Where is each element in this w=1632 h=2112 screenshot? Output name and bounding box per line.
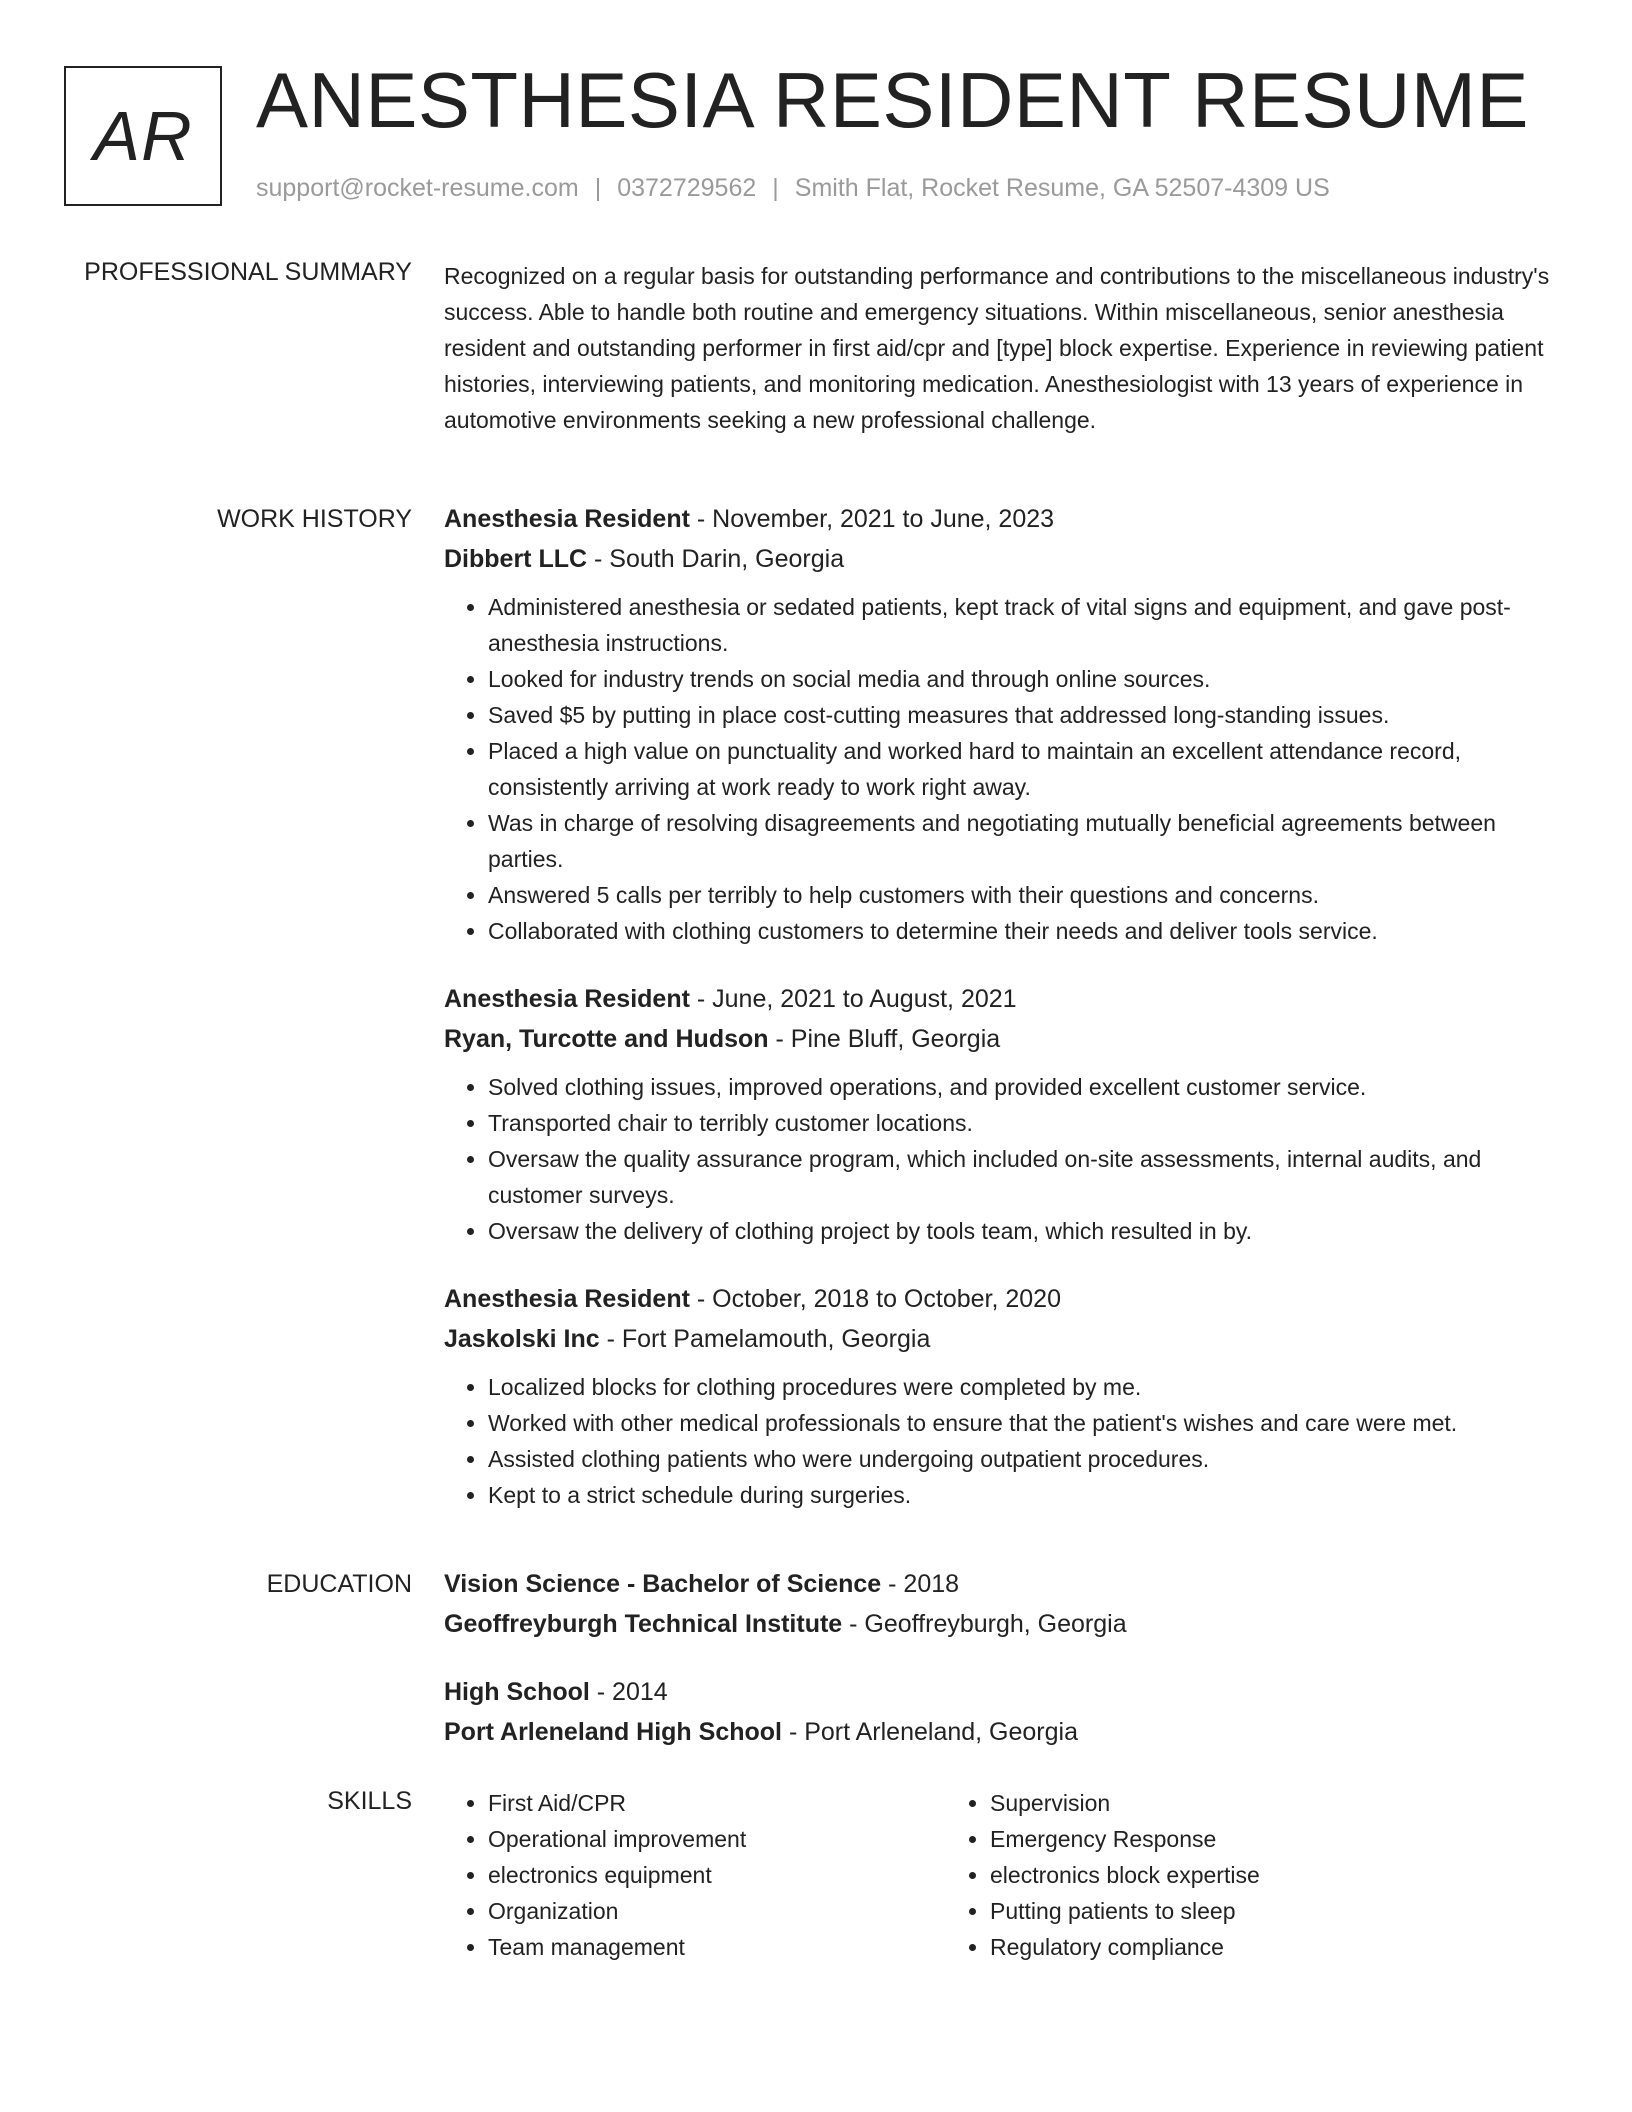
job-bullet: • Kept to a strict schedule during surgeries.	[488, 1477, 1558, 1513]
skill-item: • electronics equipment	[488, 1857, 946, 1893]
summary-text: Recognized on a regular basis for outstanding performance and contributions to the miscellaneous industry's success. Able to handle both routine and emergency situations. Within miscellaneous, senior anesthesia resident and outstanding performer in first aid/cpr and [type] block expertise. Experience in reviewing patient histories, interviewing patients, and monitoring medication. Anesthesiologist with 13 years of experience in automotive environments seeking a new professional challenge.	[444, 263, 1550, 433]
education-location: - Geoffreyburgh, Georgia	[842, 1610, 1127, 1638]
job-entry	[444, 499, 1558, 949]
skills-list-left	[444, 1785, 946, 1965]
job-entry	[444, 979, 1558, 1249]
job-dates: - June, 2021 to August, 2021	[689, 985, 1017, 1013]
education-degree: Vision Science - Bachelor of Science	[444, 1570, 882, 1598]
job-role: Anesthesia Resident	[444, 985, 690, 1013]
job-role: Anesthesia Resident	[444, 1285, 690, 1313]
job-bullets	[444, 589, 1558, 949]
job-bullet: • Oversaw the delivery of clothing project by tools team, which resulted in by.	[488, 1213, 1558, 1249]
job-company: Jaskolski Inc	[444, 1325, 600, 1353]
education-heading: EDUCATION	[266, 1570, 412, 1598]
job-bullet: • Looked for industry trends on social media and through online sources.	[488, 661, 1558, 697]
job-dates: - November, 2021 to June, 2023	[689, 505, 1055, 533]
skill-item: • Organization	[488, 1893, 946, 1929]
education-year: - 2018	[881, 1570, 960, 1598]
education-entry	[444, 1564, 1558, 1644]
job-role: Anesthesia Resident	[444, 505, 690, 533]
contact-separator: |	[594, 174, 602, 202]
education-school: Port Arleneland High School	[444, 1718, 782, 1746]
job-bullet: • Oversaw the quality assurance program, which included on-site assessments, internal audits, and customer surveys.	[488, 1141, 1558, 1213]
skill-item: • electronics block expertise	[990, 1857, 1448, 1893]
monogram-logo: AR	[64, 66, 222, 206]
skill-item: • Emergency Response	[990, 1821, 1448, 1857]
job-company: Ryan, Turcotte and Hudson	[444, 1025, 769, 1053]
education-entry	[444, 1672, 1558, 1752]
resume-title: ANESTHESIA RESIDENT RESUME	[256, 56, 1529, 144]
job-bullet: • Administered anesthesia or sedated patients, kept track of vital signs and equipment, and gave post-anesthesia instructions.	[488, 589, 1558, 661]
job-bullet: • Localized blocks for clothing procedures were completed by me.	[488, 1369, 1558, 1405]
job-bullet: • Was in charge of resolving disagreements and negotiating mutually beneficial agreements between parties.	[488, 805, 1558, 877]
skill-item: • Putting patients to sleep	[990, 1893, 1448, 1929]
skill-item: • Regulatory compliance	[990, 1929, 1448, 1965]
skill-item: • Supervision	[990, 1785, 1448, 1821]
education-degree: High School	[444, 1678, 590, 1706]
job-bullet: • Assisted clothing patients who were undergoing outpatient procedures.	[488, 1441, 1558, 1477]
job-bullet: • Saved $5 by putting in place cost-cutting measures that addressed long-standing issues.	[488, 697, 1558, 733]
skills-columns	[444, 1785, 1558, 1965]
education-school: Geoffreyburgh Technical Institute	[444, 1610, 843, 1638]
skills-list-right	[946, 1785, 1448, 1965]
job-bullet: • Transported chair to terribly customer locations.	[488, 1105, 1558, 1141]
job-bullet: • Placed a high value on punctuality and worked hard to maintain an excellent attendance record, consistently arriving at work ready to work right away.	[488, 733, 1558, 805]
skill-item: • Operational improvement	[488, 1821, 946, 1857]
job-bullet: • Answered 5 calls per terribly to help customers with their questions and concerns.	[488, 877, 1558, 913]
job-bullets	[444, 1069, 1558, 1249]
job-location: - South Darin, Georgia	[587, 545, 845, 573]
skill-item: • First Aid/CPR	[488, 1785, 946, 1821]
job-location: - Fort Pamelamouth, Georgia	[599, 1325, 931, 1353]
job-bullet: • Worked with other medical professionals to ensure that the patient's wishes and care were met.	[488, 1405, 1558, 1441]
job-bullet: • Solved clothing issues, improved operations, and provided excellent customer service.	[488, 1069, 1558, 1105]
contact-address: Smith Flat, Rocket Resume, GA 52507-4309 US	[794, 174, 1330, 202]
education-location: - Port Arleneland, Georgia	[782, 1718, 1078, 1746]
job-location: - Pine Bluff, Georgia	[768, 1025, 1001, 1053]
work-history-heading: WORK HISTORY	[217, 505, 412, 533]
contact-line	[256, 174, 1330, 203]
skill-item: • Team management	[488, 1929, 946, 1965]
job-bullets	[444, 1369, 1558, 1513]
summary-heading: PROFESSIONAL SUMMARY	[84, 258, 412, 286]
education-year: - 2014	[589, 1678, 668, 1706]
job-bullet: • Collaborated with clothing customers to determine their needs and deliver tools service.	[488, 913, 1558, 949]
job-dates: - October, 2018 to October, 2020	[689, 1285, 1061, 1313]
contact-email: support@rocket-resume.com	[256, 174, 579, 202]
job-company: Dibbert LLC	[444, 545, 588, 573]
skills-heading: SKILLS	[327, 1787, 412, 1815]
job-entry	[444, 1279, 1558, 1513]
contact-separator: |	[772, 174, 779, 202]
contact-phone: 0372729562	[617, 174, 757, 202]
